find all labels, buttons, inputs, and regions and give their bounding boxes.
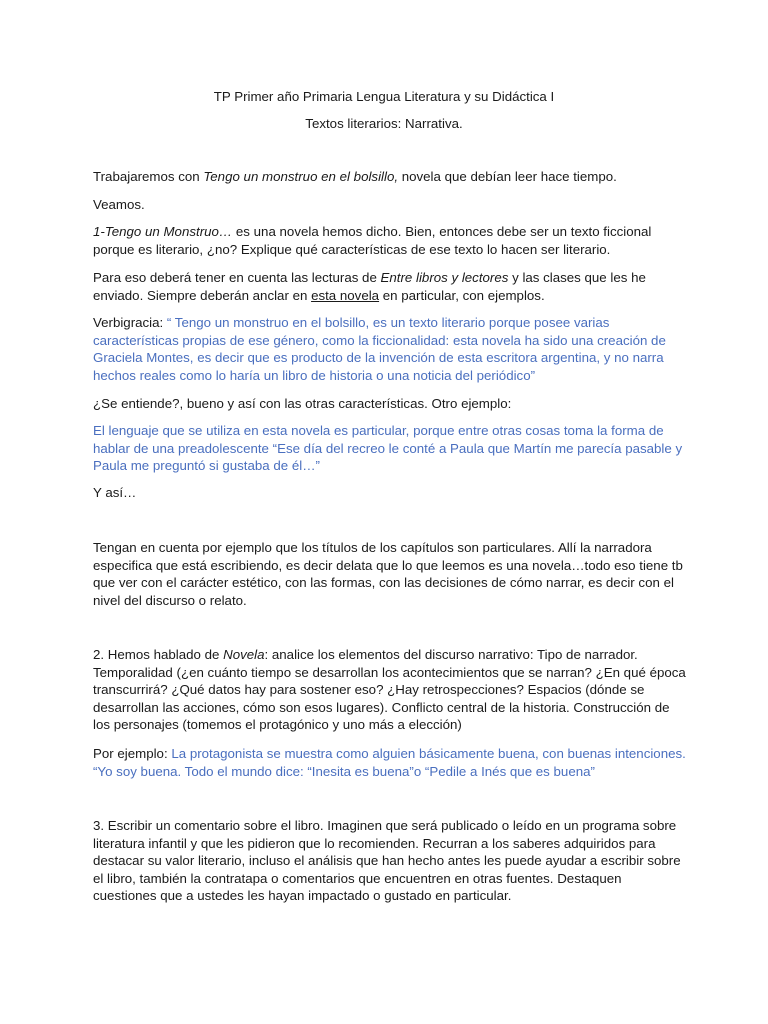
verbigracia-paragraph: Verbigracia: “ Tengo un monstruo en el bolsillo, es un texto literario porque posee varias características propias de ese género, como la ficcionalidad: esta novela ha sido una creación de Graciela Montes, es decir que es producto de la invención de esta escritora argentina, y no narra hechos reales como lo haría un libro de historia o una noticia del periódico”: [93, 315, 666, 383]
por-ejemplo-paragraph: Por ejemplo: La protagonista se muestra como alguien básicamente buena, con buenas intenciones. “Yo soy buena. Todo el mundo dice: “Inesita es buena”o “Pedile a Inés que es buena”: [93, 746, 686, 779]
lenguaje-example: El lenguaje que se utiliza en esta novela es particular, porque entre otras cosas toma la forma de hablar de una preadolescente “Ese día del recreo le conté a Paula que Martín me parecía pasable y Paula me preguntó si gustaba de él…”: [93, 423, 683, 473]
y-asi-paragraph: Y así…: [93, 485, 137, 500]
veamos-paragraph: Veamos.: [93, 197, 145, 212]
para-eso-paragraph: Para eso deberá tener en cuenta las lecturas de Entre libros y lectores y las clases que les he enviado. Siempre deberán anclar en esta novela en particular, con ejemplos.: [93, 270, 646, 303]
se-entiende-paragraph: ¿Se entiende?, bueno y así con las otras características. Otro ejemplo:: [93, 396, 512, 411]
verbigracia-quote: “ Tengo un monstruo en el bolsillo, es un texto literario porque posee varias características propias de ese género, como la ficcionalidad: esta novela ha sido una creación de Graciela Montes, es decir que es producto de la invención de esta escritora argentina, y no narra hechos reales como lo haría un libro de historia o una noticia del periódico”: [93, 315, 666, 383]
book-title: Tengo un monstruo en el bolsillo,: [203, 169, 399, 184]
document-subtitle: Textos literarios: Narrativa.: [305, 116, 463, 131]
document-title: TP Primer año Primaria Lengua Literatura y su Didáctica I: [213, 89, 555, 104]
intro-paragraph: Trabajaremos con Tengo un monstruo en el bolsillo, novela que debían leer hace tiempo.: [93, 169, 617, 184]
novela-term: Novela: [223, 647, 265, 662]
item-3-paragraph: 3. Escribir un comentario sobre el libro. Imaginen que será publicado o leído en un programa sobre literatura infantil y que les pidieron que lo recomienden. Recurran a los saberes adquiridos para destacar su valor literario, incluso el análisis que han hecho antes les puede ayudar a escribir sobre el libro, también la contratapa o comentarios que encuentren en otras fuentes. Destaquen cuestiones que a ustedes les hayan impactado o gustado en particular.: [93, 818, 681, 903]
underlined-text: esta novela: [311, 287, 380, 303]
item-2-paragraph: 2. Hemos hablado de Novela: analice los elementos del discurso narrativo: Tipo de narrador. Temporalidad (¿en cuánto tiempo se desarrollan los acontecimientos que se narran? ¿En qué época transcurrirá? ¿Qué datos hay para sostener eso? ¿Hay retrospecciones? Espacios (dónde se desarrollan las acciones, cómo son esos lugares). Conflicto central de la historia. Construcción de los personajes (tomemos el protagónico y uno más a elección): [93, 647, 686, 732]
item-1-title: 1-Tengo un Monstruo…: [93, 224, 233, 239]
item-1-paragraph: 1-Tengo un Monstruo… es una novela hemos dicho. Bien, entonces debe ser un texto ficcional porque es literario, ¿no? Explique qué características de ese texto lo hacen ser literario.: [93, 224, 652, 257]
por-ejemplo-text: La protagonista se muestra como alguien básicamente buena, con buenas intenciones. “Yo soy buena. Todo el mundo dice: “Inesita es buena”o “Pedile a Inés que es buena”: [93, 746, 686, 779]
titulos-paragraph: Tengan en cuenta por ejemplo que los títulos de los capítulos son particulares. Allí la narradora especifica que está escribiendo, es decir delata que lo que leemos es una novela…todo eso tiene tb que ver con el carácter estético, con las formas, con las decisiones de cómo narrar, es decir con el nivel del discurso o relato.: [93, 540, 683, 608]
reading-title: Entre libros y lectores: [380, 270, 509, 285]
